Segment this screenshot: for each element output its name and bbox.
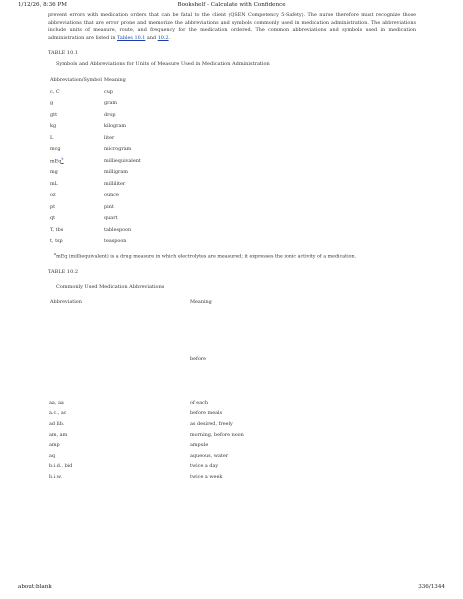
table-cell-meaning: pint (104, 203, 114, 210)
units-table (50, 74, 141, 247)
table-cell-abbreviation: a.c., ac (49, 410, 67, 417)
table-cell-meaning: aqueous, water (190, 452, 229, 459)
table2-header-row (48, 299, 416, 309)
table-row (50, 97, 141, 109)
table-cell-meaning: before (190, 356, 207, 363)
table-cell-meaning: before meals (190, 410, 223, 417)
table-row (50, 166, 141, 178)
table-row (50, 201, 141, 213)
table-cell-abbreviation: b.i.d., bid (49, 463, 73, 470)
print-datetime: 1/12/26, 8:36 PM (18, 2, 67, 8)
table2-first-row (48, 309, 416, 397)
table-cell-meaning: milligram (104, 169, 128, 176)
table-cell-meaning: morning, before noon (190, 431, 244, 438)
table-row (49, 461, 244, 472)
print-page-title: Bookshelf - Calculate with Confidence (177, 2, 286, 8)
table-row (50, 132, 141, 144)
intro-paragraph: prevent errors with medication orders that can be fatal to the client (QSEN Competency 5-Safety). The nurse therefore must recognize those abbreviations that are error prone and memorize the abbreviations and symbols commonly used in medication administration. The abbreviations include units of measure, route, and frequency for the medication ordered. The common abbreviations and symbols used in medication administration are listed in Tables 10.1 and 10.2. (48, 12, 416, 41)
table-cell-meaning: of each (190, 399, 209, 406)
table-row (50, 189, 141, 201)
table-cell-abbreviation: mg (50, 169, 58, 176)
table-cell-abbreviation: aq (49, 452, 56, 459)
table-cell-meaning: tablespoon (104, 226, 132, 233)
table-cell-meaning: twice a day (190, 463, 219, 470)
footnote-link[interactable]: a (61, 156, 64, 161)
abbreviations-table (49, 397, 244, 482)
table-cell-meaning: gram (104, 100, 118, 107)
table-cell-abbreviation: qt (50, 215, 56, 222)
document-body (48, 12, 416, 482)
print-footer (18, 584, 445, 594)
table-10-2-link[interactable]: 10.2 (157, 34, 169, 41)
table-cell-meaning: microgram (104, 146, 132, 153)
table-cell-abbreviation: gtt (50, 111, 58, 118)
table-10-1-link[interactable]: Tables 10.1 (117, 34, 146, 41)
table-row (50, 143, 141, 155)
table-cell-meaning: teaspoon (104, 238, 127, 245)
table-cell-abbreviation: mcg (50, 146, 61, 153)
table-cell-meaning: cup (104, 88, 114, 95)
table1-title: Symbols and Abbreviations for Units of Measure Used in Medication Administration (56, 61, 270, 68)
table-cell-abbreviation: amp (49, 442, 60, 449)
table-header-row (50, 74, 141, 86)
table1-footnote: $^a$mEq (milliequivalent) is a drug measure in which electrolytes are measured; it expresses the ionic activity of a medication. (54, 251, 357, 260)
table-row (49, 397, 244, 408)
table2-label: TABLE 10.2 (48, 269, 79, 276)
table-cell-meaning: twice a week (190, 473, 223, 480)
table-row (49, 419, 244, 430)
column-header: Abbreviation (50, 299, 82, 306)
print-header (18, 2, 445, 12)
table-row (49, 472, 244, 483)
table-cell-abbreviation: am, am (49, 431, 68, 438)
table-cell-abbreviation: aa, aa (49, 399, 64, 406)
column-header: Meaning (190, 299, 212, 306)
table-cell-meaning: drop (104, 111, 116, 118)
print-url: about:blank (18, 584, 52, 590)
table-cell-abbreviation: T, tbs (50, 226, 64, 233)
table-cell-abbreviation: kg (50, 123, 57, 130)
table-cell-abbreviation: mL (50, 180, 58, 187)
table-row (49, 440, 244, 451)
table-cell-abbreviation: mEq$^a$ (50, 156, 64, 165)
table-row (49, 408, 244, 419)
column-header: Abbreviation/Symbol (50, 77, 102, 84)
table-cell-meaning: kilogram (104, 123, 127, 130)
table-row (49, 429, 244, 440)
table-cell-meaning: ampule (190, 442, 209, 449)
table-row (50, 120, 141, 132)
table-cell-meaning: liter (104, 134, 115, 141)
table1-label: TABLE 10.1 (48, 50, 79, 57)
column-header: Meaning (104, 77, 126, 84)
table-row (50, 109, 141, 121)
table-row (50, 86, 141, 98)
table-cell-abbreviation: g (50, 100, 54, 107)
table-cell-abbreviation: ad lib. (49, 420, 65, 427)
table-row (50, 212, 141, 224)
table-cell-abbreviation: b.i.w. (49, 473, 62, 480)
table2-title: Commonly Used Medication Abbreviations (56, 284, 165, 291)
print-page-number: 336/1344 (418, 584, 445, 590)
table-cell-abbreviation: L (50, 134, 54, 141)
table-row (50, 224, 141, 236)
table-row (50, 178, 141, 190)
table-cell-meaning: milliequivalent (104, 157, 141, 164)
table-cell-meaning: as desired, freely (190, 420, 233, 427)
table-cell-abbreviation: oz (50, 192, 56, 199)
table-cell-meaning: ounce (104, 192, 119, 199)
table-row (50, 235, 141, 247)
table-cell-meaning: quart (104, 215, 118, 222)
table-cell-abbreviation: t, tsp (50, 238, 63, 245)
table-row (49, 450, 244, 461)
table-cell-abbreviation: pt (50, 203, 56, 210)
table-cell-abbreviation: c, C (50, 88, 60, 95)
table-cell-meaning: milliliter (104, 180, 126, 187)
table-row (50, 155, 141, 167)
